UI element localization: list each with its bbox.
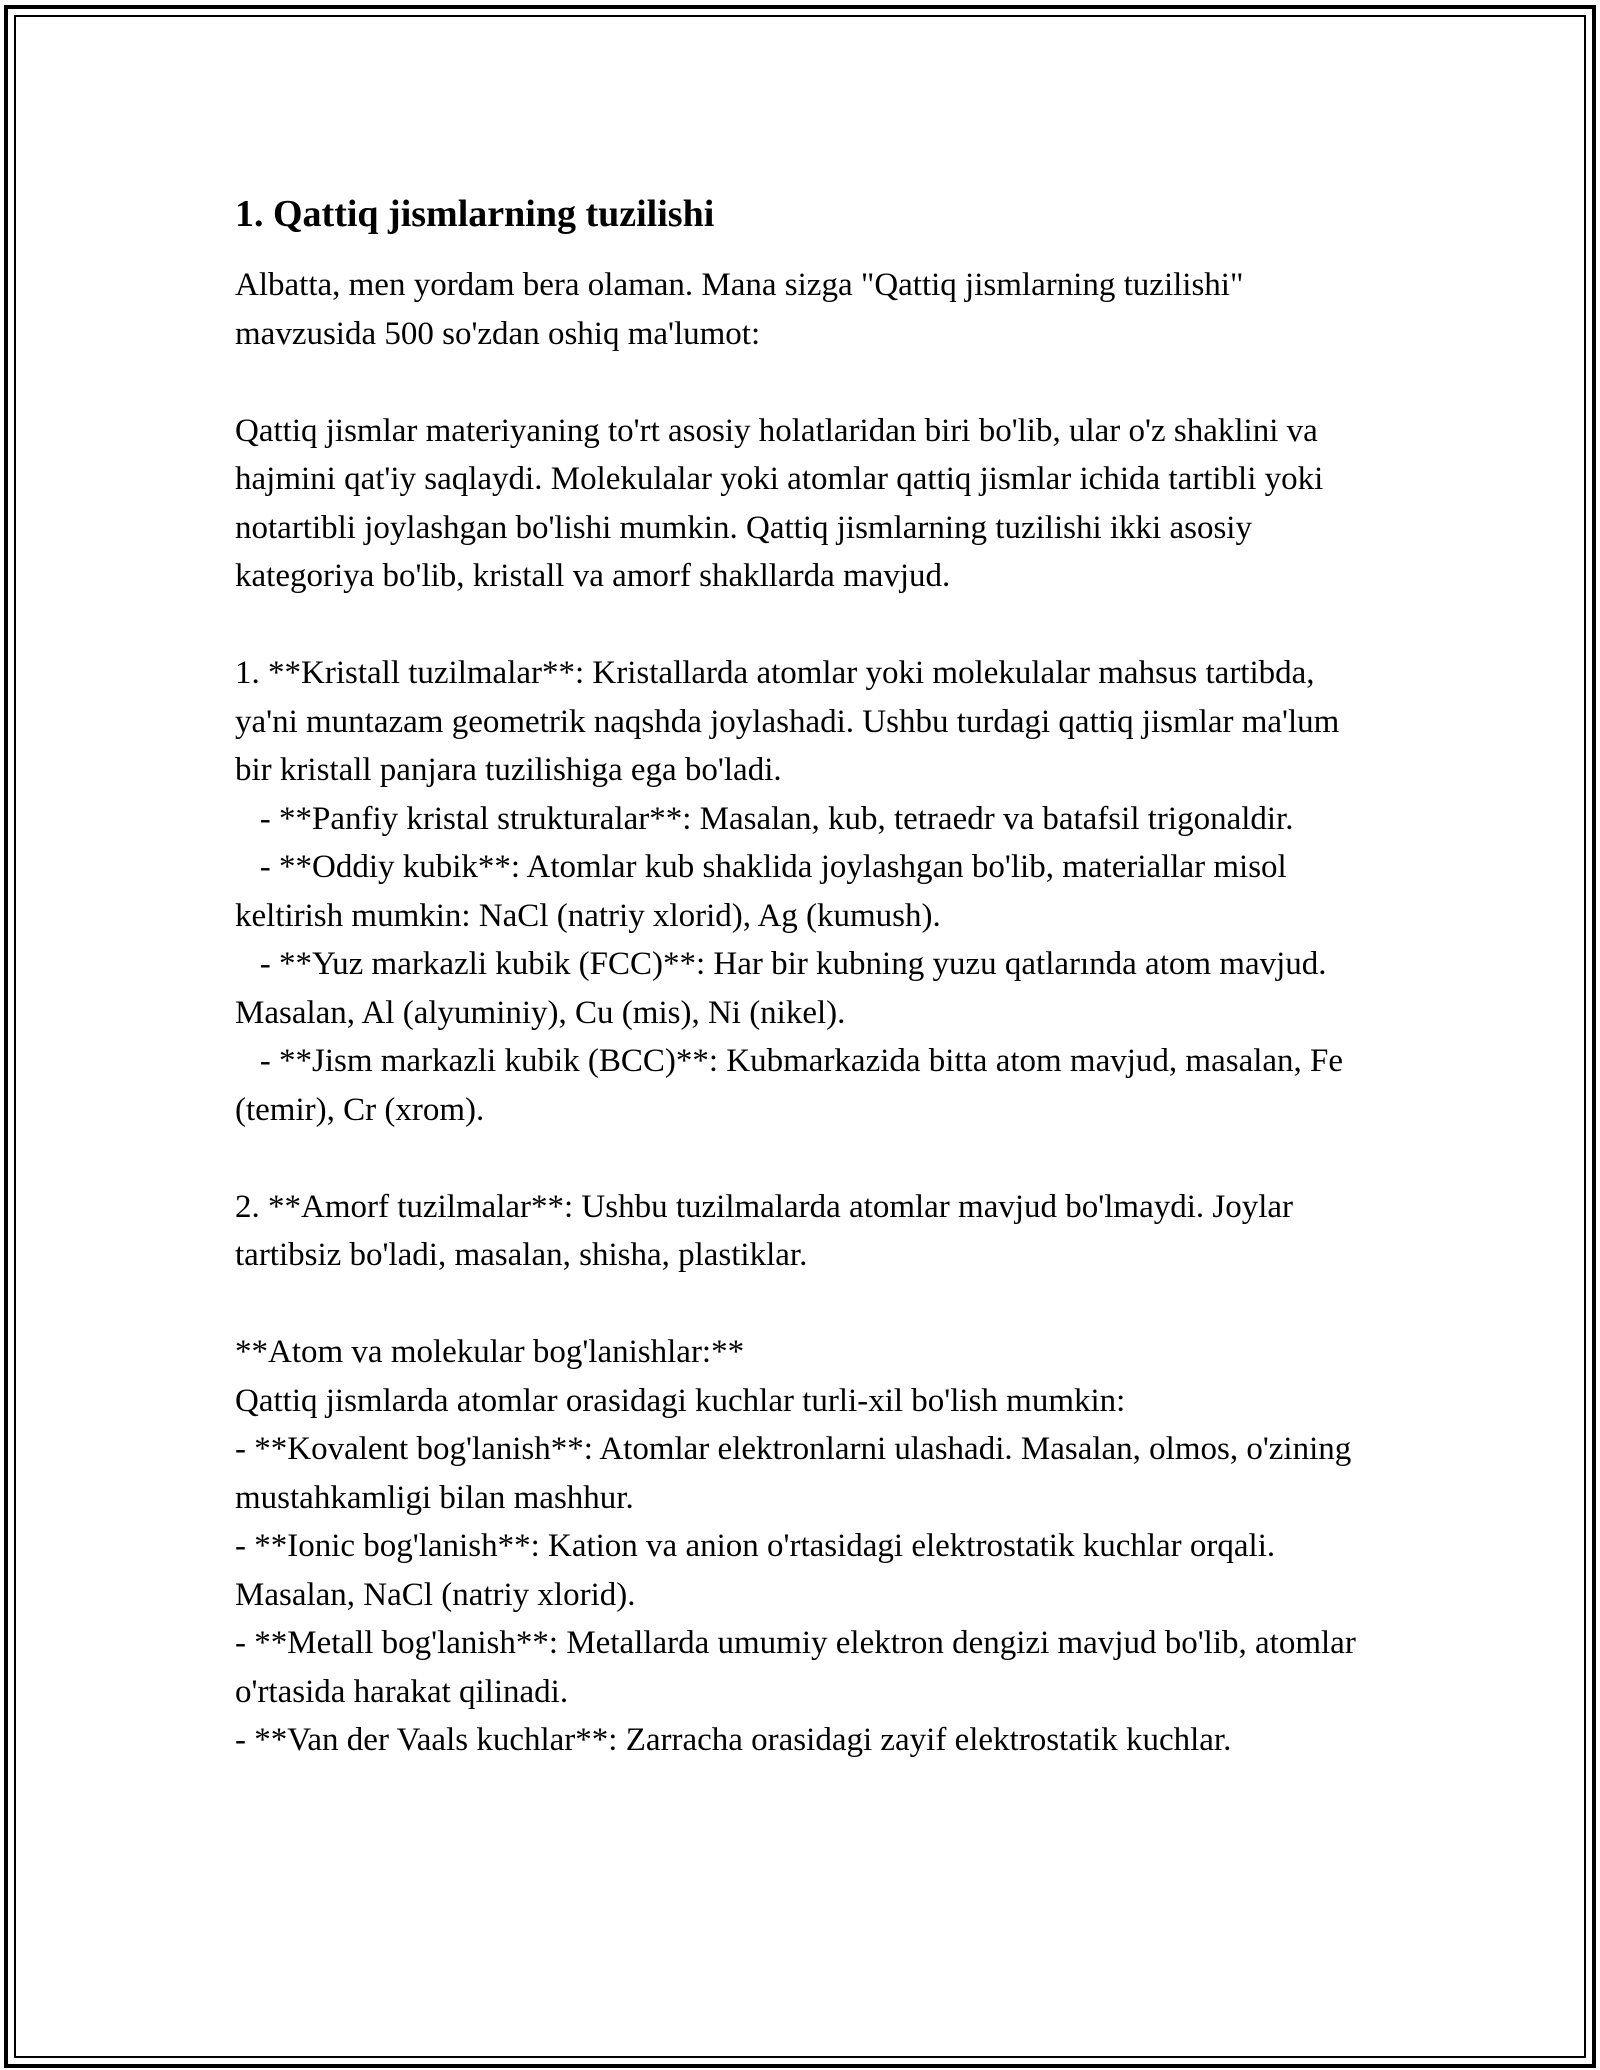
paragraph-gap	[235, 1280, 1375, 1329]
crystal-list-item: - **Yuz markazli kubik (FCC)**: Har bir kubning yuzu qatlarında atom mavjud. Masalan, Al (alyuminiy), Cu (mis), Ni (nikel).	[235, 946, 1335, 1031]
intro-paragraph: Albatta, men yordam bera olaman. Mana sizga "Qattiq jismlarning tuzilishi" mavzusida 500 so'zdan oshiq ma'lumot:	[235, 267, 1252, 352]
bond-list-item: - **Kovalent bog'lanish**: Atomlar elektronlarni ulashadi. Masalan, olmos, o'zining mustahkamligi bilan mashhur.	[235, 1431, 1360, 1516]
bonds-intro: Qattiq jismlarda atomlar orasidagi kuchlar turli-xil bo'lish mumkin:	[235, 1382, 1126, 1419]
amorphous-structures-paragraph: 2. **Amorf tuzilmalar**: Ushbu tuzilmalarda atomlar mavjud bo'lmaydi. Joylar tartibsiz bo'ladi, masalan, shisha, plastiklar.	[235, 1188, 1302, 1273]
crystal-list-item: - **Jism markazli kubik (BCC)**: Kubmarkazida bitta atom mavjud, masalan, Fe (temir), Cr (xrom).	[235, 1043, 1352, 1128]
crystal-structures-paragraph: 1. **Kristall tuzilmalar**: Kristallarda atomlar yoki molekulalar mahsus tartibda, ya'ni muntazam geometrik naqshda joylashadi. Ushbu turdagi qattiq jismlar ma'lum bir kristall panjara tuzilishiga ega bo'ladi.	[235, 655, 1348, 788]
bond-list-item: - **Ionic bog'lanish**: Kation va anion o'rtasidagi elektrostatik kuchlar orqali. Masalan, NaCl (natriy xlorid).	[235, 1528, 1284, 1613]
crystal-list-item: - **Oddiy kubik**: Atomlar kub shaklida joylashgan bo'lib, materiallar misol keltirish mumkin: NaCl (natriy xlorid), Ag (kumush).	[235, 849, 1295, 934]
crystal-list-item: - **Panfiy kristal strukturalar**: Masalan, kub, tetraedr va batafsil trigonaldir.	[235, 800, 1294, 837]
solids-overview-paragraph: Qattiq jismlar materiyaning to'rt asosiy holatlaridan biri bo'lib, ular o'z shaklini va hajmini qat'iy saqlaydi. Molekulalar yoki atomlar qattiq jismlar ichida tartibli yoki notartibli joylashgan bo'lishi mumkin. Qattiq jismlarning tuzilishi ikki asosiy kategoriya bo'lib, kristall va amorf shakllarda mavjud.	[235, 412, 1332, 594]
document-title: 1. Qattiq jismlarning tuzilishi	[235, 193, 715, 235]
paragraph-gap	[235, 601, 1375, 650]
paragraph-gap	[235, 1134, 1375, 1183]
paragraph-gap	[235, 358, 1375, 407]
document-body	[235, 189, 1375, 1765]
bond-list-item: - **Metall bog'lanish**: Metallarda umumiy elektron dengizi mavjud bo'lib, atomlar o'rtasida harakat qilinadi.	[235, 1625, 1365, 1710]
bonds-heading: **Atom va molekular bog'lanishlar:**	[235, 1334, 745, 1370]
bond-list-item: - **Van der Vaals kuchlar**: Zarracha orasidagi zayif elektrostatik kuchlar.	[235, 1722, 1232, 1758]
